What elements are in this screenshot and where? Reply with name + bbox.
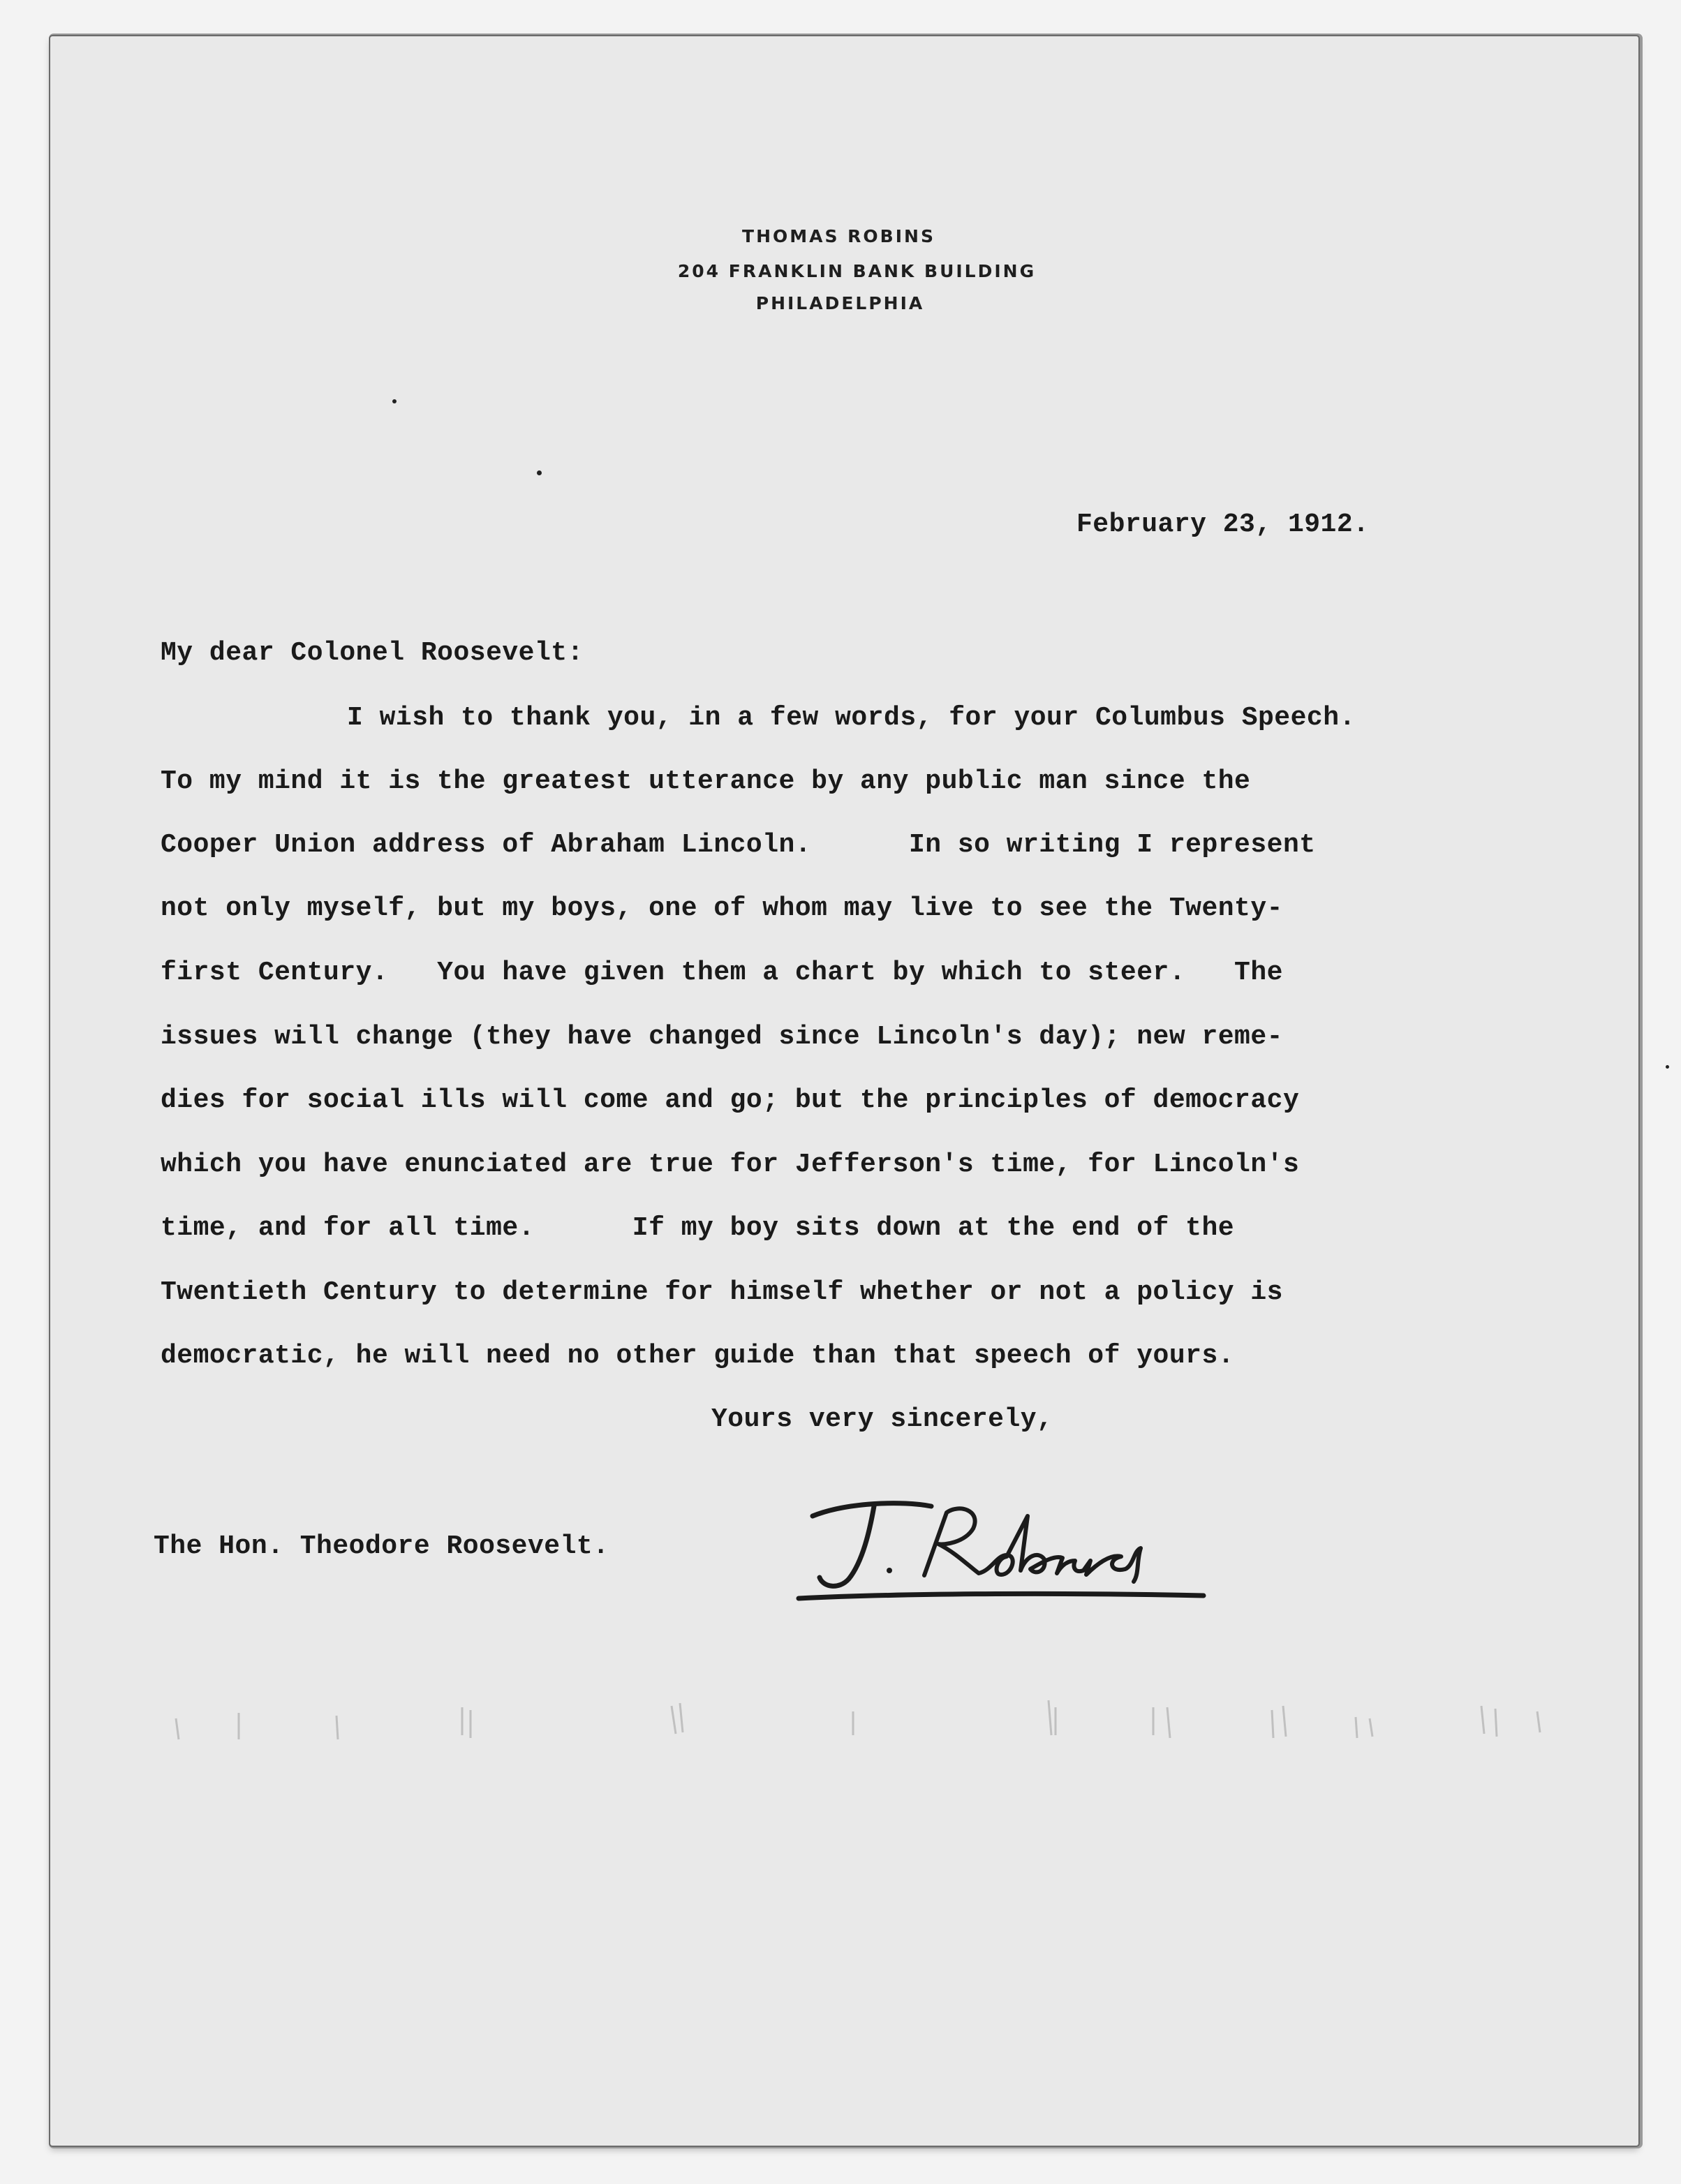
body-line: To my mind it is the greatest utterance by any public man since the [161, 766, 1251, 796]
letterhead-name: THOMAS ROBINS [742, 226, 935, 246]
body-line: Twentieth Century to determine for himself whether or not a policy is [161, 1277, 1283, 1307]
letterhead-city: PHILADELPHIA [755, 293, 925, 313]
closing: Yours very sincerely, [711, 1404, 1053, 1434]
handwritten-signature [785, 1488, 1217, 1607]
faint-show-through-marks [155, 1698, 1586, 1753]
body-line: issues will change (they have changed since Lincoln's day); new reme- [161, 1022, 1283, 1052]
letterhead-address: 204 FRANKLIN BANK BUILDING [677, 261, 1037, 281]
body-line: I wish to thank you, in a few words, for your Columbus Speech. [347, 703, 1356, 733]
background-speck [1666, 1065, 1669, 1069]
body-line: which you have enunciated are true for Jefferson's time, for Lincoln's [161, 1150, 1300, 1180]
paper-speck [537, 470, 542, 475]
letter-page [50, 36, 1638, 2146]
salutation: My dear Colonel Roosevelt: [161, 638, 584, 668]
body-line: not only myself, but my boys, one of whom may live to see the Twenty- [161, 893, 1283, 923]
body-line: time, and for all time. If my boy sits down at the end of the [161, 1213, 1235, 1243]
letter-date: February 23, 1912. [1076, 510, 1370, 540]
paper-speck [392, 399, 397, 403]
body-line: democratic, he will need no other guide than that speech of yours. [161, 1341, 1235, 1371]
body-line: Cooper Union address of Abraham Lincoln. In so writing I represent [161, 830, 1316, 860]
body-line: dies for social ills will come and go; but the principles of democracy [161, 1085, 1300, 1115]
body-line: first Century. You have given them a chart by which to steer. The [161, 958, 1283, 988]
addressee: The Hon. Theodore Roosevelt. [154, 1531, 609, 1561]
